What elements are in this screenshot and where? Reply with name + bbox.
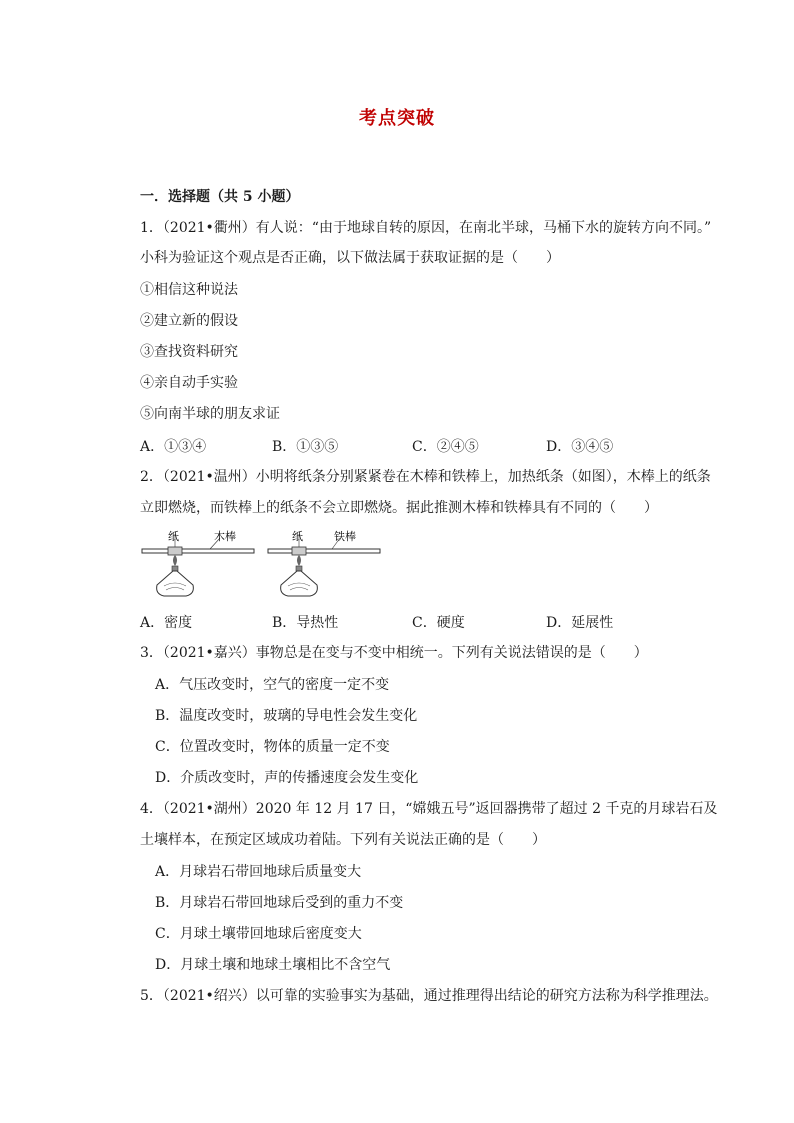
flame-icon xyxy=(173,555,177,566)
q1-stem-line2: 小科为验证这个观点是否正确，以下做法属于获取证据的是（ ） xyxy=(140,250,560,266)
alcohol-lamp xyxy=(281,571,318,596)
flame-icon xyxy=(297,555,301,566)
q3-stem-line1: 3．（2021•嘉兴）事物总是在变与不变中相统一。下列有关说法错误的是（ ） xyxy=(140,645,648,661)
q1-item-1: ①相信这种说法 xyxy=(140,282,238,298)
wood-rod-apparatus xyxy=(142,530,254,596)
heating-figure xyxy=(140,530,385,600)
q1-stem-line1: 1．（2021•衢州）有人说：“由于地球自转的原因，在南北半球，马桶下水的旋转方向不同。” xyxy=(140,220,712,236)
q4-option-b: B．月球岩石带回地球后受到的重力不变 xyxy=(155,895,404,911)
q1-option-c: C．②④⑤ xyxy=(412,439,479,455)
q3-option-c: C．位置改变时，物体的质量一定不变 xyxy=(155,739,390,755)
q3-option-d: D．介质改变时，声的传播速度会发生变化 xyxy=(155,770,419,786)
q1-item-4: ④亲自动手实验 xyxy=(140,375,238,391)
label-paper-2: 纸 xyxy=(292,530,303,543)
paper-strip-iron xyxy=(292,547,306,555)
q1-option-b: B．①③⑤ xyxy=(272,439,339,455)
paper-strip-wood xyxy=(168,547,182,555)
q1-item-5: ⑤向南半球的朋友求证 xyxy=(140,406,280,422)
q1-item-3: ③查找资料研究 xyxy=(140,344,238,360)
label-wood: 木棒 xyxy=(214,530,236,543)
q1-option-a: A．①③④ xyxy=(140,439,207,455)
q1-option-d: D．③④⑤ xyxy=(546,439,614,455)
q4-option-d: D．月球土壤和地球土壤相比不含空气 xyxy=(155,957,391,973)
q2-stem-line1: 2．（2021•温州）小明将纸条分别紧紧卷在木棒和铁棒上，加热纸条（如图），木棒上的纸条 xyxy=(140,469,711,485)
q4-stem-line1: 4．（2021•湖州）2020 年 12 月 17 日，“嫦娥五号”返回器携带了超过 2 千克的月球岩石及 xyxy=(140,801,718,817)
q5-stem-line1: 5．（2021•绍兴）以可靠的实验事实为基础，通过推理得出结论的研究方法称为科学推理法。 xyxy=(140,988,718,1004)
iron-rod xyxy=(268,549,380,553)
heating-figure-svg xyxy=(140,530,385,600)
label-paper-1: 纸 xyxy=(168,530,179,543)
iron-rod-apparatus xyxy=(268,530,380,596)
q2-option-d: D．延展性 xyxy=(546,615,614,631)
q4-stem-line2: 土壤样本，在预定区域成功着陆。下列有关说法正确的是（ ） xyxy=(140,832,546,848)
page-title: 考点突破 xyxy=(359,108,435,129)
wood-rod xyxy=(142,549,254,553)
q3-option-a: A．气压改变时，空气的密度一定不变 xyxy=(155,677,390,693)
alcohol-lamp xyxy=(157,571,194,596)
q3-option-b: B．温度改变时，玻璃的导电性会发生变化 xyxy=(155,708,418,724)
q1-item-2: ②建立新的假设 xyxy=(140,313,238,329)
q4-option-c: C．月球土壤带回地球后密度变大 xyxy=(155,926,362,942)
q2-option-a: A．密度 xyxy=(140,615,193,631)
q4-option-a: A．月球岩石带回地球后质量变大 xyxy=(155,864,362,880)
section-heading: 一．选择题（共 5 小题） xyxy=(140,189,300,205)
q2-option-b: B．导热性 xyxy=(272,615,339,631)
q2-option-c: C．硬度 xyxy=(412,615,465,631)
q2-stem-line2: 立即燃烧，而铁棒上的纸条不会立即燃烧。据此推测木棒和铁棒具有不同的（ ） xyxy=(140,500,658,516)
label-iron: 铁棒 xyxy=(334,530,356,543)
